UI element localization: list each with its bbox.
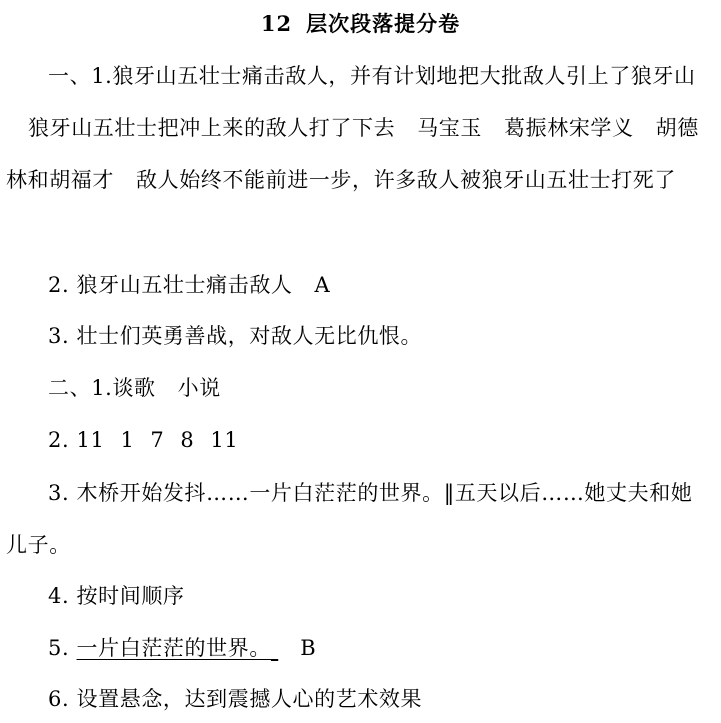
q1-part7: 敌人始终不能前进一步，许多敌人被狼牙山五壮士打死了: [136, 168, 676, 192]
s2q2-value: 11: [76, 428, 105, 452]
q1-part3: 马宝玉: [417, 116, 483, 140]
q1-part5: 宋学义: [568, 116, 634, 140]
section2-q5: [48, 631, 316, 665]
s2q2-value: 8: [180, 428, 195, 452]
section2-q2: [48, 423, 238, 457]
s2q5-answer: B: [300, 636, 317, 660]
s2q1-a: 谈歌: [112, 376, 156, 400]
q1-part1: 狼牙山五壮士痛击敌人，并有计划地把大批敌人引上了狼牙山: [112, 64, 696, 88]
q1-part2: 狼牙山五壮士把冲上来的敌人打了下去: [28, 116, 396, 140]
s2q1-b: 小说: [177, 376, 221, 400]
q1-part4: 葛振林: [504, 116, 569, 140]
section1-q2: [48, 268, 330, 302]
s2q2-value: 1: [120, 428, 135, 452]
section1-q3: [48, 319, 422, 353]
q1-part6: 胡德林和胡福才: [6, 116, 699, 192]
s2q5-label: 5.: [48, 636, 70, 660]
s2q6-text: 设置悬念，达到震撼人心的艺术效果: [76, 687, 423, 711]
s2q4-text: 按时间顺序: [76, 584, 185, 608]
s2q3-label: 3.: [48, 481, 70, 505]
title-text: 层次段落提分卷: [306, 11, 461, 36]
s2q2-value: 7: [150, 428, 165, 452]
section1-q1: [6, 50, 712, 206]
s2q1-label: 二、1.: [48, 376, 113, 400]
s2q4-label: 4.: [48, 584, 70, 608]
title-number: 12: [260, 11, 293, 36]
section2-q1: [48, 371, 221, 405]
section2-q6: [48, 682, 422, 716]
q2-text: 狼牙山五壮士痛击敌人: [76, 273, 293, 297]
s2q2-value: 11: [210, 428, 239, 452]
s2q6-label: 6.: [48, 687, 70, 711]
page-title: [0, 7, 721, 41]
q2-answer: A: [314, 273, 331, 297]
q1-label: 一、1.: [48, 64, 113, 88]
s2q2-label: 2.: [48, 428, 70, 452]
s2q5-underlined-answer: 一片白茫茫的世界。: [76, 636, 271, 660]
section2-q3: [6, 467, 712, 571]
q2-label: 2.: [48, 273, 70, 297]
section2-q4: [48, 579, 185, 613]
s2q3-text: 木桥开始发抖……一片白茫茫的世界。‖五天以后……她丈夫和她儿子。: [6, 481, 693, 557]
q3-label: 3.: [48, 324, 70, 348]
q3-text: 壮士们英勇善战，对敌人无比仇恨。: [76, 324, 423, 348]
